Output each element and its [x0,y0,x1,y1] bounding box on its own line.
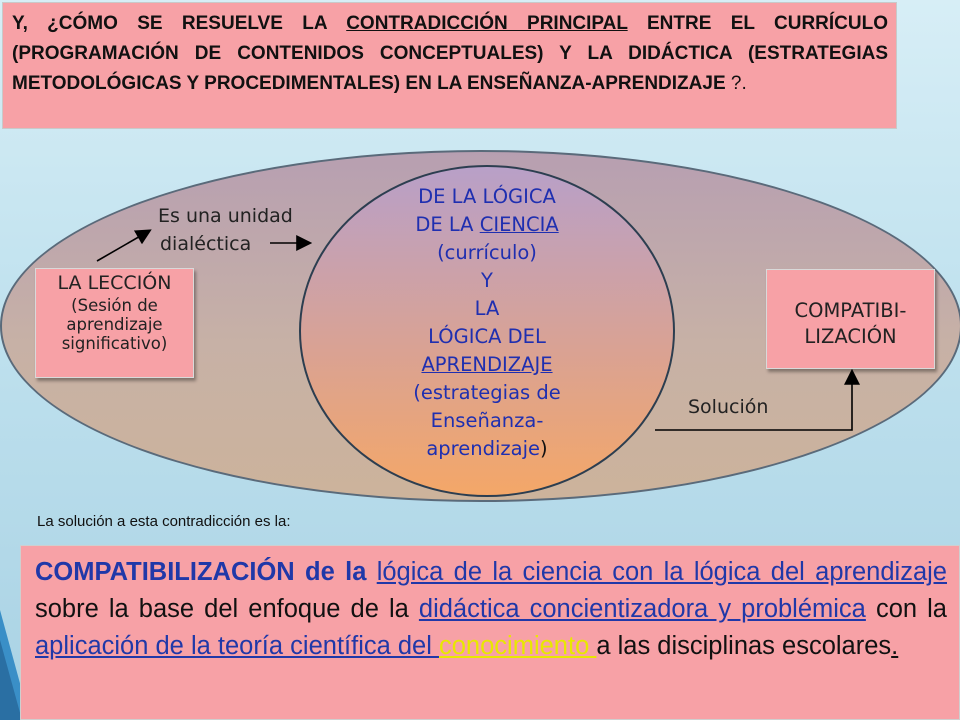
answer-box [20,545,960,720]
center-line-10b: ) [540,437,548,460]
center-line-9: Enseñanza- [430,409,544,432]
answer-5: con la [865,595,947,623]
question-text-4: ?. [730,73,747,94]
center-line-10a: aprendizaje [426,437,541,460]
arrow-leccion-to-unit [97,231,149,261]
solucion-label: Solución [688,396,769,418]
question-text-1: Y, ¿CÓMO SE RESUELVE LA [12,13,347,34]
answer-7: conocimiento [439,632,597,660]
compat-line-1: COMPATIBI- [794,299,907,322]
leccion-line-4: significativo) [61,334,168,353]
unit-label-2: dialéctica [160,233,252,255]
answer-2: lógica de la ciencia con la lógica del aprendizaje [376,558,947,586]
question-text-3: ENTRE EL CURRÍCULO (PROGRAMACIÓN DE CONTENIDOS CONCEPTUALES) Y LA DIDÁCTICA (ESTRATEGIAS METODOLÓGICAS Y PROCEDIMENTALES) EN LA ENSEÑANZA-APRENDIZAJE [12,13,888,94]
answer-1: COMPATIBILIZACIÓN de la [35,558,377,586]
answer-6: aplicación de la teoría científica del [35,632,439,660]
leccion-title: LA LECCIÓN [57,272,172,294]
answer-9: . [891,632,899,660]
solution-caption: La solución a esta contradicción es la: [37,513,291,530]
center-line-5: LA [474,297,500,320]
center-line-2b: CIENCIA [479,213,559,236]
leccion-line-3: aprendizaje [66,315,163,334]
answer-4: didáctica concientizadora y problémica [418,595,866,623]
unit-label-1: Es una unidad [158,205,293,227]
center-line-4: Y [481,269,493,292]
leccion-line-2: (Sesión de [71,296,158,315]
center-line-1: DE LA LÓGICA [418,185,556,208]
question-text-2: CONTRADICCIÓN PRINCIPAL [346,13,628,34]
center-line-8: (estrategias de [413,381,561,404]
arrow-solution-to-compat [655,372,852,430]
center-line-3: (currículo) [437,241,537,264]
answer-3: sobre la base del enfoque de la [35,595,419,623]
answer-8: a las disciplinas escolares [596,632,892,660]
center-line-7: APRENDIZAJE [421,353,553,376]
center-line-2a: DE LA [415,213,480,236]
compat-line-2: LIZACIÓN [804,325,897,348]
center-line-6: LÓGICA DEL [428,325,546,348]
